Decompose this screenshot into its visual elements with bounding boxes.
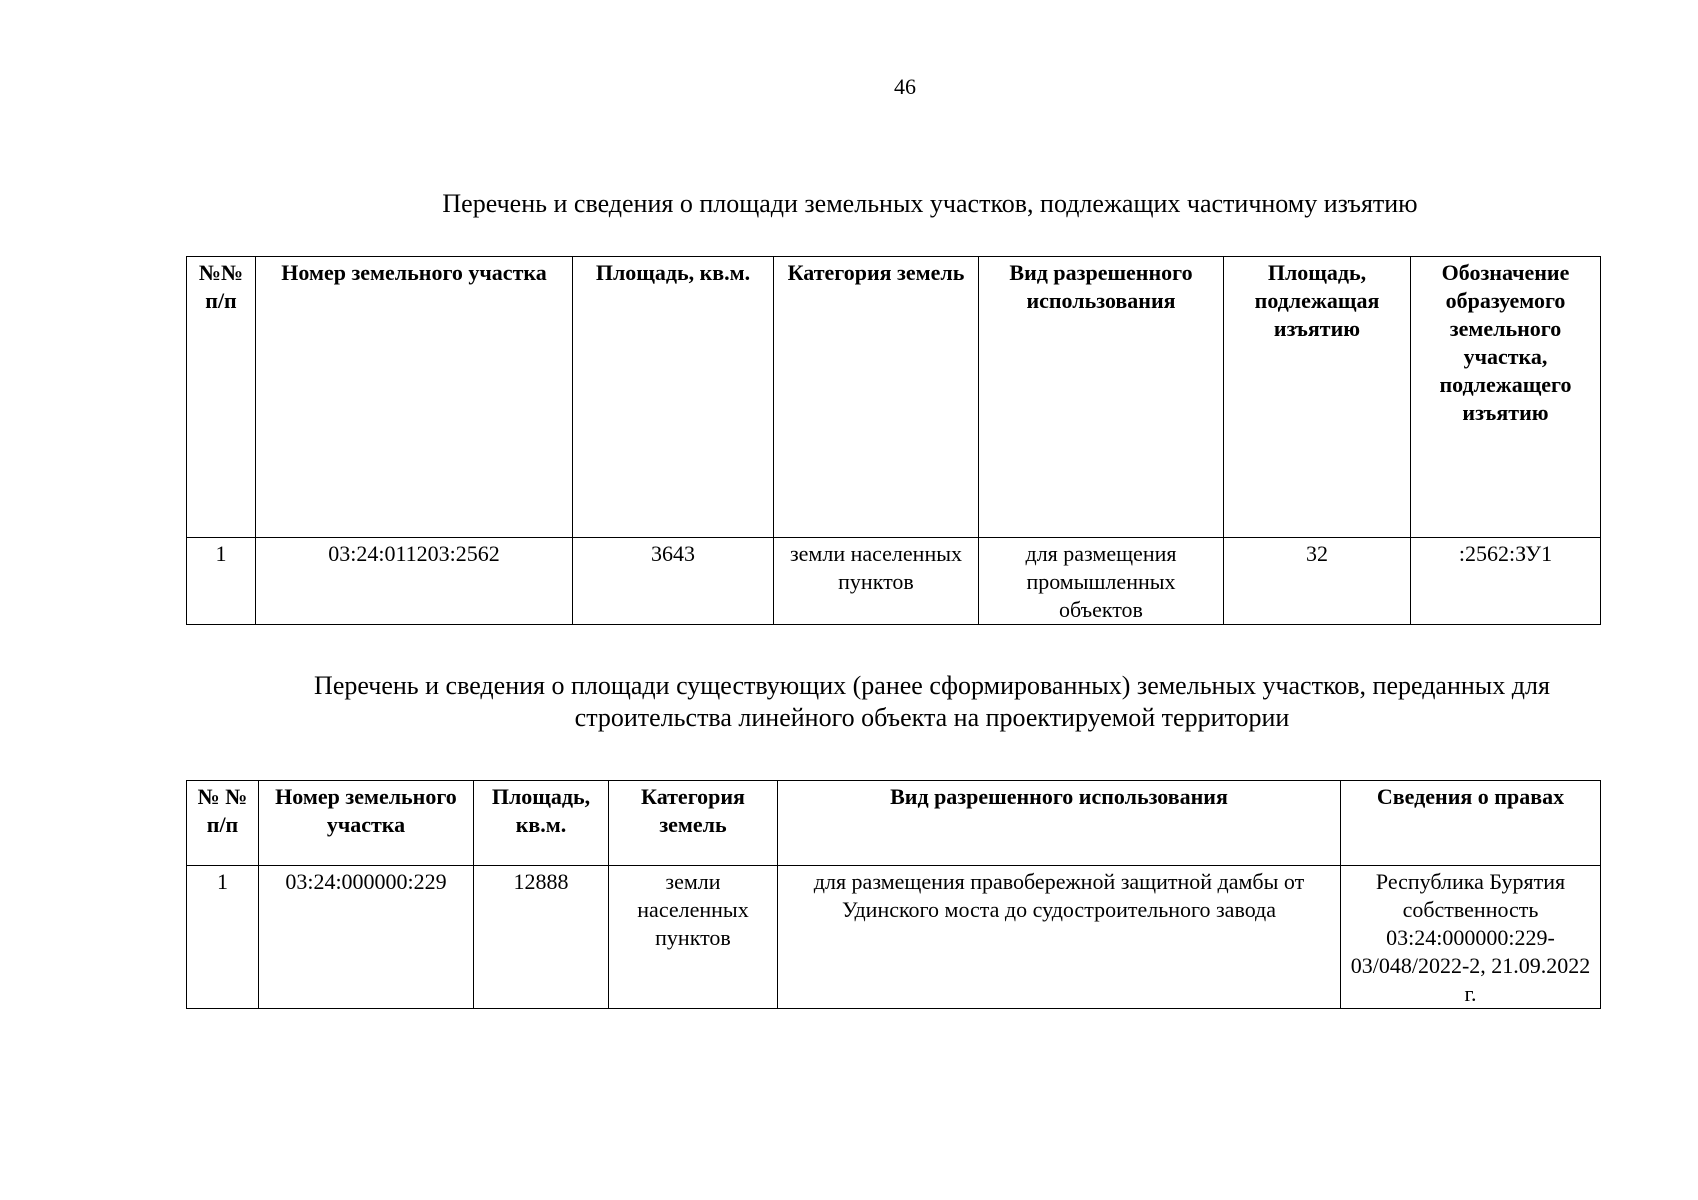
page-number: 46 — [894, 74, 916, 99]
header-permitted-use: Вид разрешенного использования — [778, 781, 1341, 866]
header-permitted-use: Вид разрешенного использования — [979, 257, 1224, 538]
cell-rights-info: Республика Бурятия собственность 03:24:000000:229-03/048/2022-2, 21.09.2022 г. — [1341, 866, 1601, 1009]
table-header-row — [187, 257, 1601, 538]
header-land-category: Категория земель — [774, 257, 979, 538]
cell-withdrawn-area: 32 — [1224, 538, 1411, 625]
existing-parcels-table — [186, 780, 1601, 1009]
table-header-row — [187, 781, 1601, 866]
table-row — [187, 538, 1601, 625]
header-designation: Обозначение образуемого земельного участка, подлежащего изъятию — [1411, 257, 1601, 538]
cell-land-category: земли населенных пунктов — [774, 538, 979, 625]
header-withdrawn-area: Площадь, подлежащая изъятию — [1224, 257, 1411, 538]
header-cadastral-number: Номер земельного участка — [259, 781, 474, 866]
partial-withdrawal-table — [186, 256, 1601, 625]
header-cadastral-number: Номер земельного участка — [256, 257, 573, 538]
cell-area: 3643 — [573, 538, 774, 625]
header-num: №№ п/п — [187, 257, 256, 538]
table-row — [187, 866, 1601, 1009]
cell-land-category: земли населенных пунктов — [609, 866, 778, 1009]
cell-cadastral-number: 03:24:000000:229 — [259, 866, 474, 1009]
cell-area: 12888 — [474, 866, 609, 1009]
header-area: Площадь, кв.м. — [573, 257, 774, 538]
header-num: № № п/п — [187, 781, 259, 866]
section-2-title: Перечень и сведения о площади существующих (ранее сформированных) земельных участков, переданных для строительства линейного объекта на проектируемой территории — [314, 671, 1550, 732]
cell-num: 1 — [187, 538, 256, 625]
cell-cadastral-number: 03:24:011203:2562 — [256, 538, 573, 625]
cell-num: 1 — [187, 866, 259, 1009]
cell-permitted-use: для размещения правобережной защитной дамбы от Удинского моста до судостроительного завода — [778, 866, 1341, 1009]
header-land-category: Категория земель — [609, 781, 778, 866]
cell-permitted-use: для размещения промышленных объектов — [979, 538, 1224, 625]
cell-designation: :2562:ЗУ1 — [1411, 538, 1601, 625]
header-rights-info: Сведения о правах — [1341, 781, 1601, 866]
section-1-title: Перечень и сведения о площади земельных участков, подлежащих частичному изъятию — [442, 189, 1418, 218]
header-area: Площадь, кв.м. — [474, 781, 609, 866]
